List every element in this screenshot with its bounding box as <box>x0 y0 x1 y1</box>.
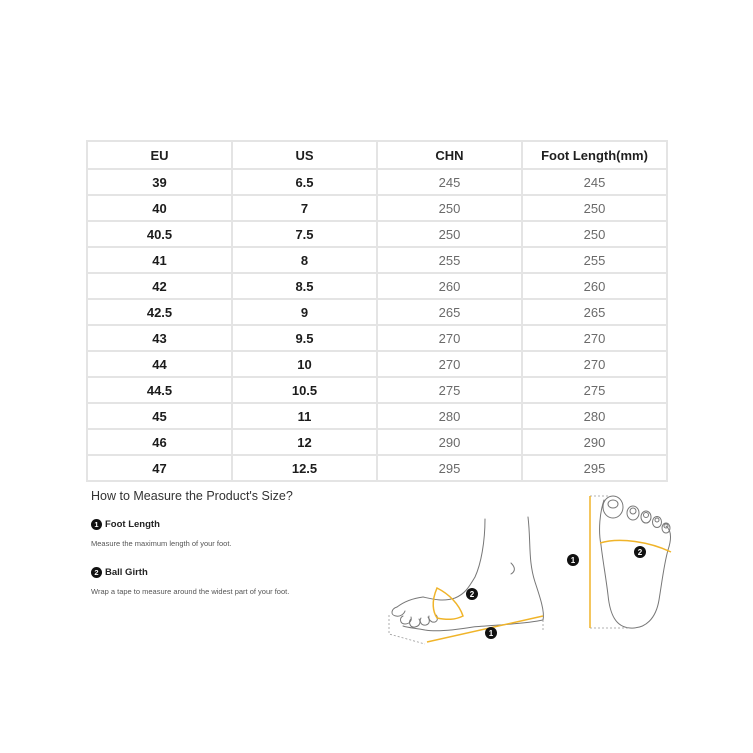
marker-1-label: 1 <box>488 629 494 638</box>
table-row <box>87 455 667 481</box>
toe-big <box>392 607 405 616</box>
cell-chn: 290 <box>377 429 522 455</box>
cell-eu: 42.5 <box>87 299 232 325</box>
cell-eu: 42 <box>87 273 232 299</box>
cell-chn: 250 <box>377 195 522 221</box>
cell-eu: 41 <box>87 247 232 273</box>
step-description: Wrap a tape to measure around the widest part of your foot. <box>91 587 290 596</box>
cell-foot-length: 275 <box>522 377 667 403</box>
cell-us: 11 <box>232 403 377 429</box>
cell-foot-length: 295 <box>522 455 667 481</box>
cell-us: 10 <box>232 351 377 377</box>
header-us: US <box>232 141 377 169</box>
cell-eu: 40.5 <box>87 221 232 247</box>
table-row <box>87 169 667 195</box>
toe-fourth <box>420 617 429 625</box>
cell-chn: 270 <box>377 351 522 377</box>
cell-foot-length: 265 <box>522 299 667 325</box>
cell-us: 10.5 <box>232 377 377 403</box>
step-label: Ball Girth <box>105 567 148 578</box>
foot-sole-view-illustration <box>560 490 685 635</box>
cell-foot-length: 255 <box>522 247 667 273</box>
cell-us: 9 <box>232 299 377 325</box>
cell-eu: 40 <box>87 195 232 221</box>
header-chn: CHN <box>377 141 522 169</box>
toe-big <box>603 496 623 518</box>
size-chart-table <box>86 140 668 482</box>
cell-foot-length: 260 <box>522 273 667 299</box>
table-row <box>87 247 667 273</box>
cell-chn: 270 <box>377 325 522 351</box>
toenail <box>644 513 649 518</box>
table-row <box>87 351 667 377</box>
cell-eu: 44 <box>87 351 232 377</box>
foot-top-to-toes <box>397 597 423 607</box>
leg-back-outline <box>528 517 543 620</box>
cell-foot-length: 290 <box>522 429 667 455</box>
cell-eu: 45 <box>87 403 232 429</box>
cell-foot-length: 250 <box>522 221 667 247</box>
step-number-badge: 2 <box>91 567 102 578</box>
cell-chn: 265 <box>377 299 522 325</box>
cell-us: 12.5 <box>232 455 377 481</box>
marker-2-label: 2 <box>637 548 643 557</box>
table-row <box>87 221 667 247</box>
cell-foot-length: 245 <box>522 169 667 195</box>
cell-us: 6.5 <box>232 169 377 195</box>
table-row <box>87 299 667 325</box>
table-row <box>87 273 667 299</box>
cell-foot-length: 280 <box>522 403 667 429</box>
step-ball-girth <box>91 567 289 596</box>
length-tape <box>427 616 543 642</box>
step-description: Measure the maximum length of your foot. <box>91 539 232 548</box>
cell-us: 8 <box>232 247 377 273</box>
cell-foot-length: 270 <box>522 325 667 351</box>
cell-chn: 280 <box>377 403 522 429</box>
marker-2-label: 2 <box>469 590 475 599</box>
table-header-row <box>87 141 667 169</box>
measure-title: How to Measure the Product's Size? <box>91 489 293 503</box>
step-label: Foot Length <box>105 519 160 530</box>
cell-us: 7 <box>232 195 377 221</box>
cell-eu: 39 <box>87 169 232 195</box>
table-row <box>87 403 667 429</box>
cell-chn: 260 <box>377 273 522 299</box>
cell-chn: 255 <box>377 247 522 273</box>
cell-eu: 43 <box>87 325 232 351</box>
step-number-badge: 1 <box>91 519 102 530</box>
step-foot-length <box>91 519 231 548</box>
cell-foot-length: 270 <box>522 351 667 377</box>
cell-eu: 44.5 <box>87 377 232 403</box>
marker-1-label: 1 <box>570 556 576 565</box>
toenail <box>608 500 618 508</box>
cell-chn: 250 <box>377 221 522 247</box>
toenail <box>655 518 659 522</box>
cell-chn: 275 <box>377 377 522 403</box>
table-row <box>87 325 667 351</box>
header-foot-length: Foot Length(mm) <box>522 141 667 169</box>
cell-foot-length: 250 <box>522 195 667 221</box>
table-row <box>87 429 667 455</box>
cell-us: 7.5 <box>232 221 377 247</box>
toenail <box>630 508 636 514</box>
cell-us: 12 <box>232 429 377 455</box>
cell-chn: 245 <box>377 169 522 195</box>
cell-eu: 46 <box>87 429 232 455</box>
cell-us: 8.5 <box>232 273 377 299</box>
girth-tape <box>433 588 463 619</box>
cell-eu: 47 <box>87 455 232 481</box>
ankle-detail <box>511 563 514 574</box>
header-eu: EU <box>87 141 232 169</box>
table-row <box>87 195 667 221</box>
cell-chn: 295 <box>377 455 522 481</box>
leg-front-outline <box>423 519 485 600</box>
cell-us: 9.5 <box>232 325 377 351</box>
size-chart-body <box>87 169 667 481</box>
table-row <box>87 377 667 403</box>
foot-side-view-illustration <box>385 512 555 647</box>
